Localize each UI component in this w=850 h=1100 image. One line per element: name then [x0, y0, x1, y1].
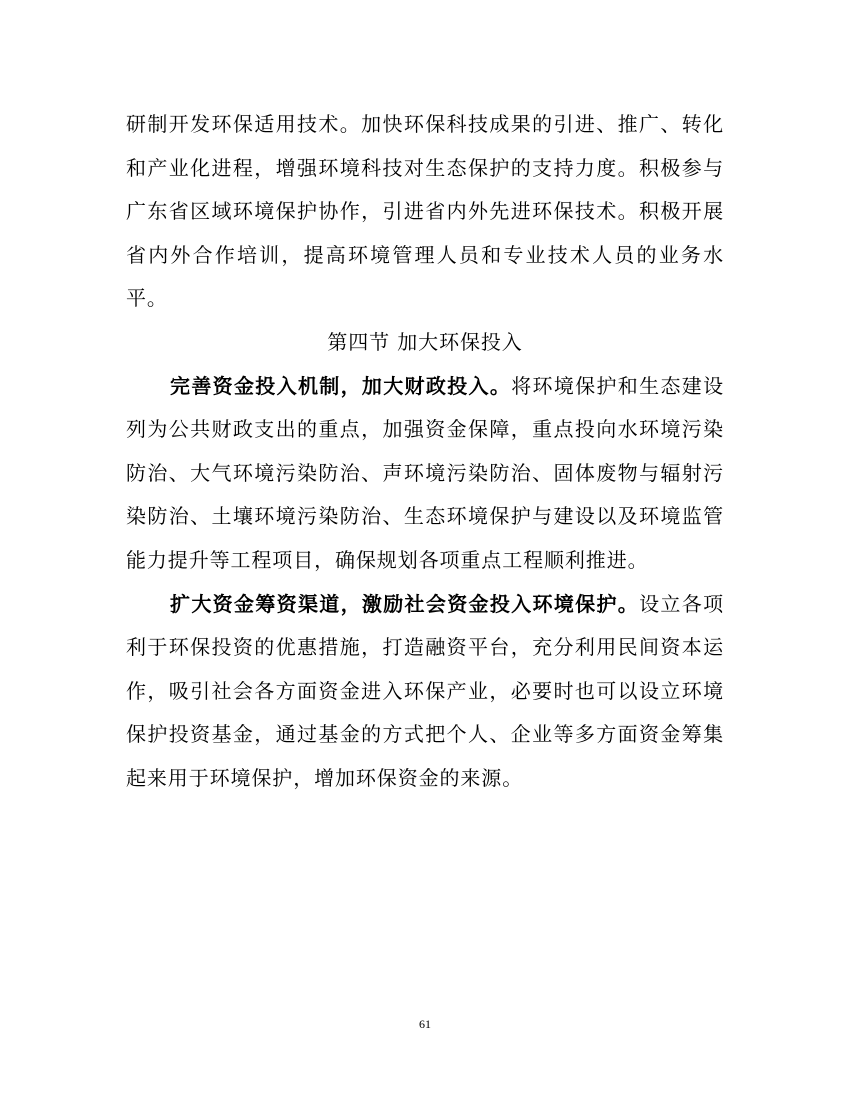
- page-number: 61: [419, 1017, 431, 1031]
- paragraph-body-funding-mechanism: 将环境保护和生态建设列为公共财政支出的重点，加强资金保障，重点投向水环境污染防治、大气环境污染防治、声环境污染防治、固体废物与辐射污染防治、土壤环境污染防治、生态环境保护与建设以及环境监管能力提升等工程项目，确保规划各项重点工程顺利推进。: [126, 373, 725, 572]
- paragraph-funding-channels: [126, 583, 724, 801]
- paragraph-lead-funding-mechanism: 完善资金投入机制，加大财政投入。: [170, 373, 512, 398]
- document-body: [126, 103, 724, 801]
- paragraph-tech-development: 研制开发环保适用技术。加快环保科技成果的引进、推广、转化和产业化进程，增强环境科技对生态保护的支持力度。积极参与广东省区域环境保护协作，引进省内外先进环保技术。积极开展省内外合作培训，提高环境管理人员和专业技术人员的业务水平。: [126, 112, 724, 311]
- section-heading: 第四节 加大环保投入: [327, 329, 523, 354]
- paragraph-lead-funding-channels: 扩大资金筹资渠道，激励社会资金投入环境保护。: [170, 591, 640, 616]
- paragraph-funding-mechanism: [126, 365, 724, 583]
- paragraph-body-funding-channels: 设立各项利于环保投资的优惠措施，打造融资平台，充分利用民间资本运作，吸引社会各方面资金进入环保产业，必要时也可以设立环境保护投资基金，通过基金的方式把个人、企业等多方面资金筹集起来用于环境保护，增加环保资金的来源。: [126, 591, 724, 790]
